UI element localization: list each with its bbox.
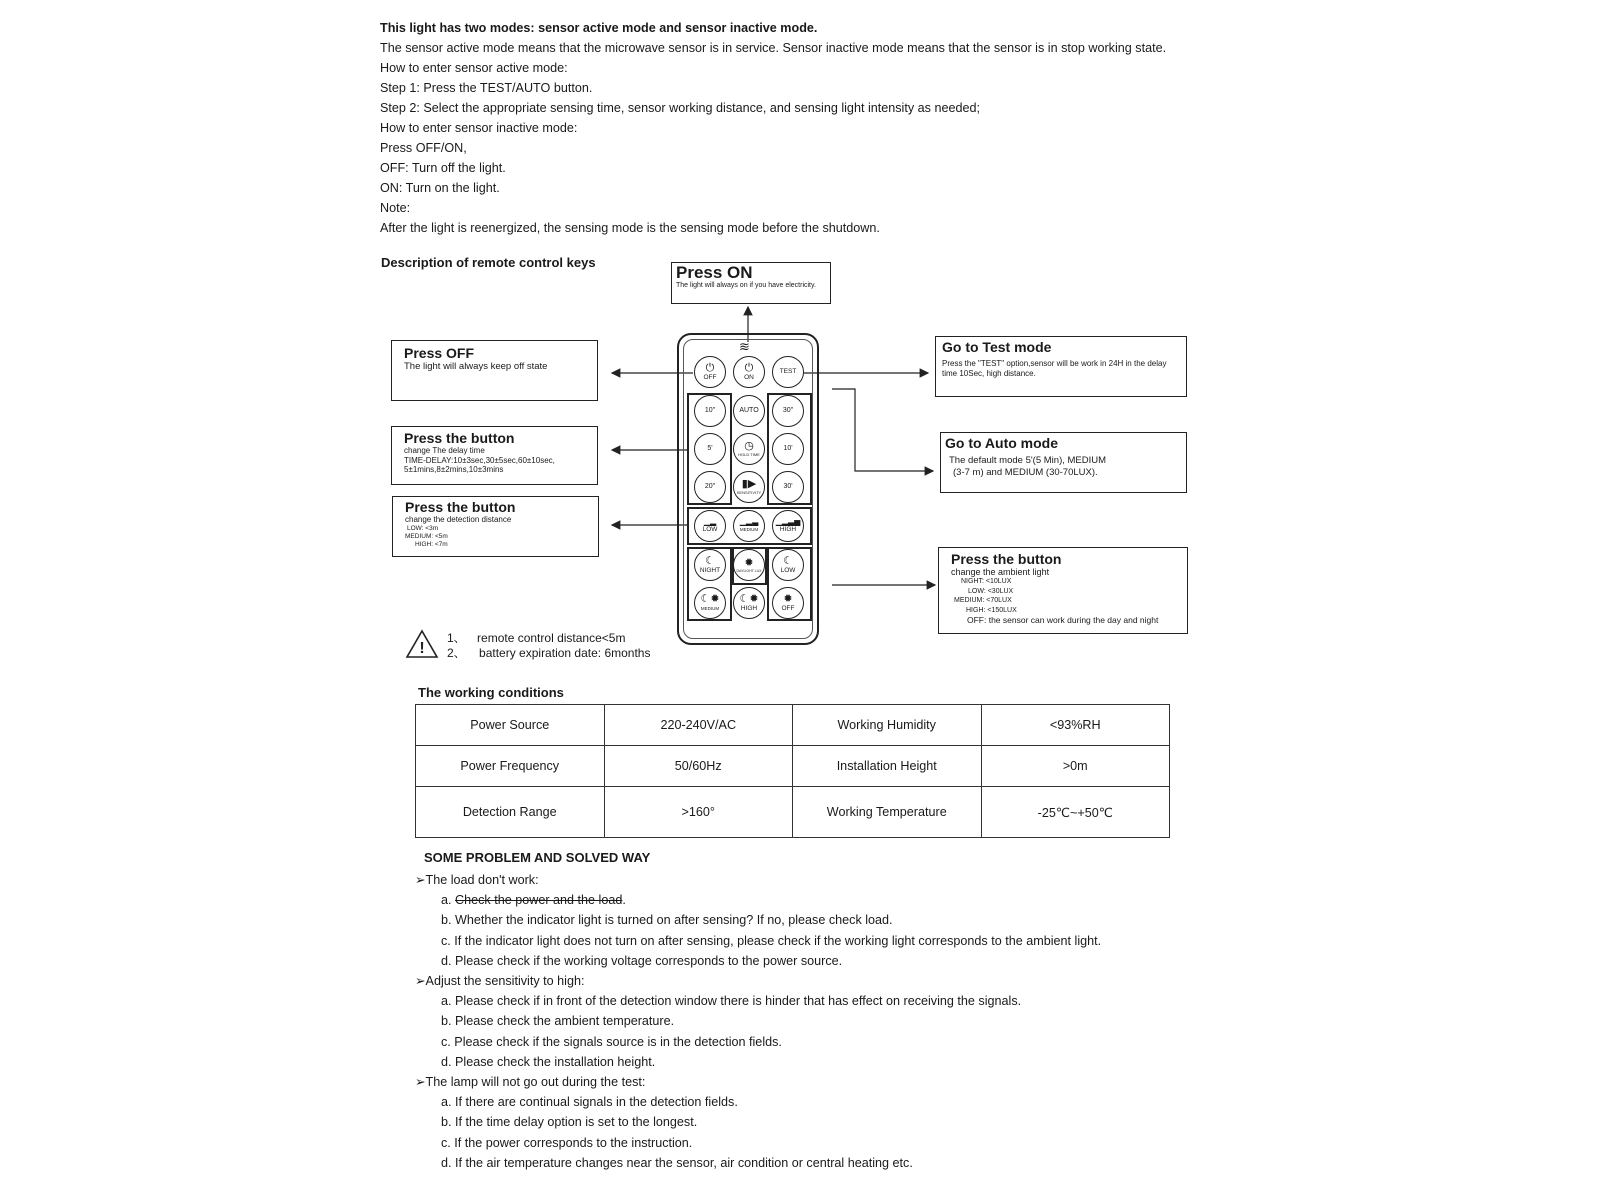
- callout-title: Press the button: [404, 430, 515, 446]
- key-label: 5': [707, 445, 713, 452]
- signal-icon: ≋: [739, 339, 750, 354]
- callout-line: NIGHT: <10LUX: [961, 578, 1012, 585]
- key-label: 10': [783, 445, 793, 452]
- intro-line: Step 1: Press the TEST/AUTO button.: [380, 81, 593, 95]
- key-label: LOW: [702, 526, 718, 533]
- intro-line: After the light is reenergized, the sensing mode is the sensing mode before the shutdown.: [380, 221, 880, 235]
- callout-desc: The light will always on if you have electricity.: [676, 282, 816, 289]
- remote-off-button[interactable]: [694, 356, 726, 388]
- callout-title: Press OFF: [404, 345, 475, 361]
- moon-icon: ☾: [783, 554, 793, 567]
- remote-daylight-button[interactable]: [733, 549, 765, 581]
- moon-sun-icon: ☾✹: [700, 592, 720, 605]
- clock-icon: ◷: [744, 440, 754, 452]
- problem-item: a. Please check if in front of the detection window there is hinder that has effect on receiving the signals.: [441, 994, 1022, 1009]
- callout-desc: The light will always keep off state: [404, 361, 548, 372]
- key-label: MEDIUM: [700, 605, 720, 611]
- intro-line: ON: Turn on the light.: [380, 181, 500, 195]
- key-label: HIGH: [779, 526, 797, 533]
- remote-light-low-button[interactable]: [772, 549, 804, 581]
- intro-line: How to enter sensor inactive mode:: [380, 121, 578, 135]
- table-cell: >160°: [604, 787, 793, 838]
- note-text: battery expiration date: 6months: [479, 646, 651, 660]
- callout-sub: change the ambient light: [951, 567, 1050, 577]
- callout-sub: change the detection distance: [405, 515, 512, 524]
- key-label: MEDIUM: [739, 527, 759, 532]
- table-cell: 50/60Hz: [604, 746, 793, 787]
- callout-press-on: [671, 262, 831, 304]
- key-label: 20": [704, 483, 716, 490]
- callout-distance: [392, 496, 599, 557]
- item-prefix: a.: [441, 893, 452, 908]
- problems-heading: SOME PROBLEM AND SOLVED WAY: [424, 850, 651, 865]
- callout-line: OFF: the sensor can work during the day and night: [967, 615, 1159, 625]
- intro-line: The sensor active mode means that the microwave sensor is in service. Sensor inactive mode means that the sensor is in stop working state.: [380, 41, 1167, 55]
- remote-10min-button[interactable]: [772, 433, 804, 465]
- intro-line: Note:: [380, 201, 411, 215]
- callout-title: Press ON: [676, 263, 753, 282]
- remote-30s-button[interactable]: [772, 395, 804, 427]
- table-row: [416, 787, 1170, 838]
- problems-list: [415, 870, 1101, 1173]
- callout-press-off: [391, 340, 598, 401]
- table-cell: Working Temperature: [793, 787, 982, 838]
- power-icon: ⏻: [705, 361, 715, 374]
- problem-item: d. Please check the installation height.: [441, 1054, 656, 1069]
- signal-bars-icon: ▁▂▃▅: [775, 517, 801, 526]
- note-text: remote control distance<5m: [477, 631, 626, 645]
- key-label: DAYLIGHT LUX: [736, 568, 762, 573]
- remote-on-button[interactable]: [733, 356, 765, 388]
- key-label: OFF: [781, 604, 795, 612]
- remote-distance-medium-button[interactable]: [733, 510, 765, 542]
- problem-title: ➢The load don't work:: [415, 873, 539, 887]
- intro-line: This light has two modes: sensor active mode and sensor inactive mode.: [380, 21, 818, 35]
- item-text: Check the power and the load: [455, 893, 623, 908]
- callout-delay: [391, 426, 598, 485]
- callout-ambient: [938, 547, 1188, 634]
- remote-hold-time-button[interactable]: [733, 433, 765, 465]
- note-number: 2、: [447, 646, 466, 660]
- callout-line: 5±1mins,8±2mins,10±3mins: [404, 465, 504, 474]
- intro-line: OFF: Turn off the light.: [380, 161, 506, 175]
- key-label: AUTO: [739, 407, 759, 414]
- arrow-auto: [832, 389, 933, 471]
- table-cell: Detection Range: [416, 787, 605, 838]
- callout-title: Press the button: [951, 551, 1062, 567]
- callout-line: The default mode 5'(5 Min), MEDIUM: [949, 455, 1107, 466]
- key-label: 30": [782, 407, 794, 414]
- problem-item: c. If the indicator light does not turn on after sensing, please check if the working light corresponds to the ambient light.: [441, 933, 1102, 948]
- intro-line: How to enter sensor active mode:: [380, 61, 568, 75]
- table-cell: Installation Height: [793, 746, 982, 787]
- power-icon: ⏻: [744, 361, 754, 374]
- svg-text:!: !: [419, 640, 425, 657]
- problem-item: a. Check the power and the load.: [441, 893, 626, 908]
- key-label: SENSITIVITY: [736, 490, 762, 495]
- working-conditions-heading: The working conditions: [418, 685, 564, 700]
- key-label: ON: [744, 373, 754, 381]
- intro-line: Step 2: Select the appropriate sensing time, sensor working distance, and sensing light intensity as needed;: [380, 101, 980, 115]
- remote-night-button[interactable]: [694, 549, 726, 581]
- working-conditions-table: [415, 704, 1170, 838]
- callout-line: LOW: <3m: [407, 524, 439, 532]
- callout-sub: change The delay time: [404, 446, 485, 455]
- callout-auto-mode: [940, 432, 1187, 493]
- table-cell: Power Source: [416, 705, 605, 746]
- key-label: 10": [704, 407, 716, 414]
- remote-light-high-button[interactable]: [733, 587, 765, 619]
- problem-item: c. Please check if the signals source is in the detection fields.: [441, 1034, 782, 1049]
- remote-auto-button[interactable]: [733, 395, 765, 427]
- callout-title: Go to Test mode: [942, 339, 1052, 355]
- problem-item: b. Whether the indicator light is turned on after sensing? If no, please check load.: [441, 913, 893, 928]
- warning-icon: [405, 629, 439, 664]
- problem-title: ➢Adjust the sensitivity to high:: [415, 974, 585, 989]
- note-number: 1、: [447, 631, 466, 645]
- callout-title: Press the button: [405, 499, 516, 515]
- problem-item: b. Please check the ambient temperature.: [441, 1014, 675, 1029]
- callout-test-mode: [935, 336, 1187, 397]
- remote-test-button[interactable]: [772, 356, 804, 388]
- key-label: 30': [783, 483, 793, 490]
- problem-item: a. If there are continual signals in the detection fields.: [441, 1095, 738, 1110]
- problem-item: b. If the time delay option is set to the longest.: [441, 1115, 698, 1130]
- problem-title: ➢The lamp will not go out during the test:: [415, 1075, 646, 1090]
- callout-line: MEDIUM: <70LUX: [954, 597, 1012, 604]
- table-cell: 220-240V/AC: [604, 705, 793, 746]
- signal-bars-icon: ▁▂▃: [739, 517, 759, 526]
- table-cell: >0m: [981, 746, 1170, 787]
- sun-icon: ✹: [744, 556, 754, 569]
- signal-bars-icon: ▁▂: [703, 517, 717, 526]
- key-label: TEST: [779, 368, 797, 375]
- table-row: [416, 705, 1170, 746]
- table-cell: Working Humidity: [793, 705, 982, 746]
- table-row: [416, 746, 1170, 787]
- remote-10s-button[interactable]: [694, 395, 726, 427]
- remote-sensitivity-button[interactable]: [733, 471, 765, 503]
- remote-20s-button[interactable]: [694, 471, 726, 503]
- remote-section-heading: Description of remote control keys: [381, 255, 596, 270]
- key-label: HOLD TIME: [738, 452, 760, 457]
- problem-item: d. If the air temperature changes near the sensor, air condition or central heating etc.: [441, 1155, 913, 1170]
- callout-line: (3-7 m) and MEDIUM (30-70LUX).: [953, 467, 1098, 478]
- problem-item: c. If the power corresponds to the instruction.: [441, 1135, 693, 1150]
- key-label: OFF: [703, 373, 717, 381]
- callout-line: HIGH: <150LUX: [966, 606, 1017, 614]
- table-cell: <93%RH: [981, 705, 1170, 746]
- moon-icon: ☾: [705, 554, 715, 567]
- key-label: LOW: [780, 566, 796, 574]
- table-cell: Power Frequency: [416, 746, 605, 787]
- callout-line: TIME-DELAY:10±3sec,30±5sec,60±10sec,: [404, 455, 555, 465]
- key-label: HIGH: [740, 604, 758, 612]
- remote-light-off-button[interactable]: [772, 587, 804, 619]
- callout-desc: Press the "TEST" option,sensor will be work in 24H in the delay time 10Sec, high distance.: [942, 359, 1167, 378]
- sensitivity-icon: ▮▶: [741, 478, 757, 490]
- callout-title: Go to Auto mode: [945, 435, 1059, 451]
- intro-line: Press OFF/ON,: [380, 141, 467, 155]
- remote-notes: [447, 631, 650, 661]
- callout-line: MEDIUM: <5m: [405, 532, 448, 540]
- sun-icon: ✹: [783, 592, 793, 605]
- key-label: NIGHT: [699, 566, 721, 574]
- remote-30min-button[interactable]: [772, 471, 804, 503]
- table-cell: -25℃~+50℃: [981, 787, 1170, 838]
- callout-line: LOW: <30LUX: [968, 587, 1014, 595]
- moon-sun-icon: ☾✹: [739, 592, 759, 605]
- callout-line: HIGH: <7m: [415, 540, 448, 548]
- remote-light-medium-button[interactable]: [694, 587, 726, 619]
- remote-distance-low-button[interactable]: [694, 510, 726, 542]
- remote-distance-high-button[interactable]: [772, 510, 804, 542]
- problem-item: d. Please check if the working voltage corresponds to the power source.: [441, 953, 843, 968]
- remote-5min-button[interactable]: [694, 433, 726, 465]
